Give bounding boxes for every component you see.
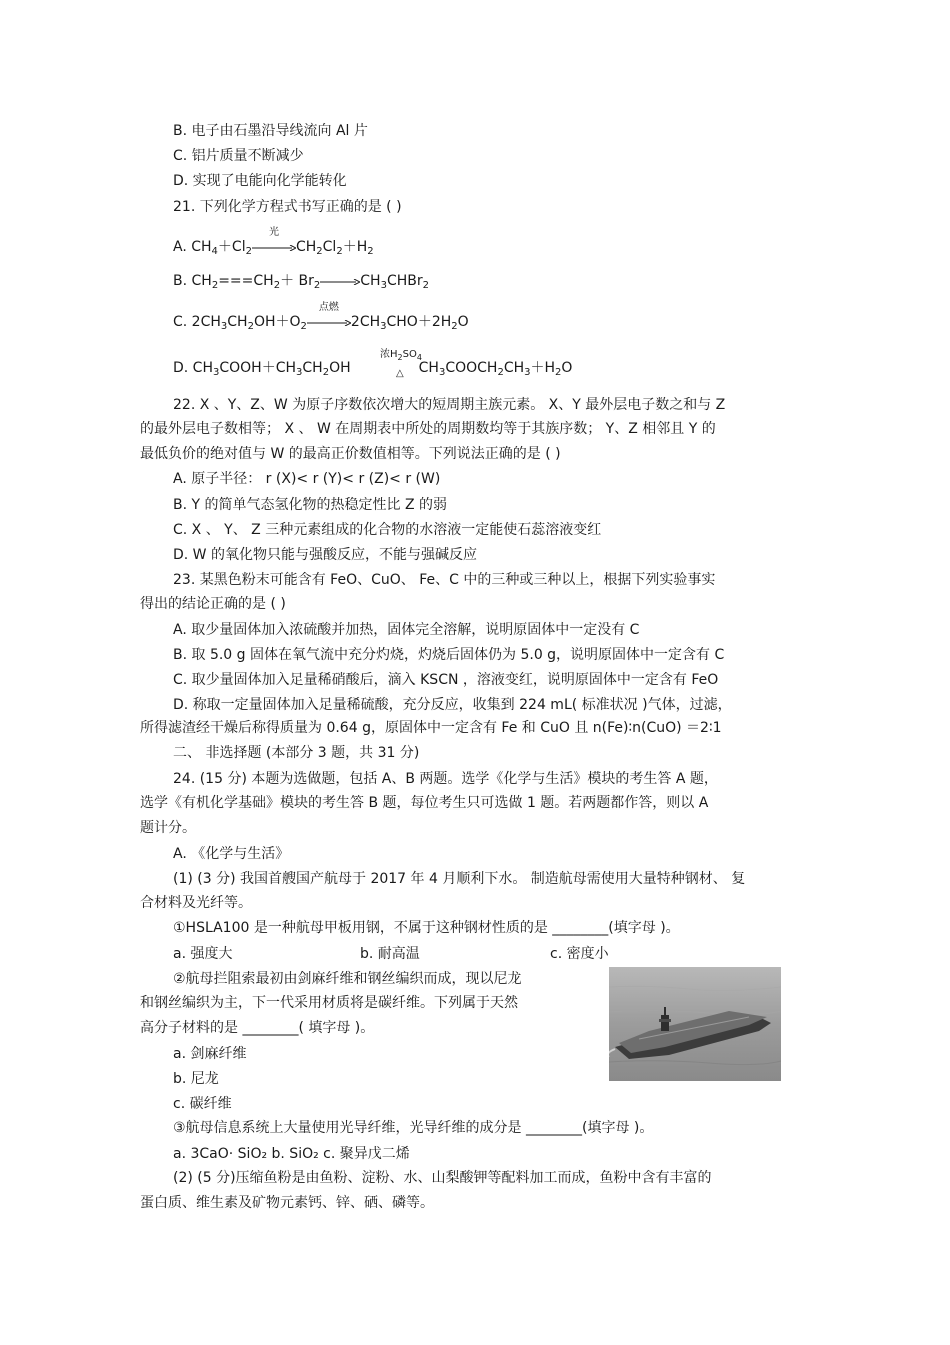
q21-option-c: C. $2CH_3CH_2OH+O_2$ 点燃 $2CH_3CHO+2H_2O$ xyxy=(173,302,469,332)
q20-option-d: D. 实现了电能向化学能转化 xyxy=(173,173,347,189)
q21-stem: 21. 下列化学方程式书写正确的是 ( ) xyxy=(173,199,402,215)
q21-d-label: D. CH xyxy=(173,360,213,376)
q24-s1-option-c: c. 密度小 xyxy=(550,946,609,962)
q22-option-b: B. Y 的简单气态氢化物的热稳定性比 Z 的弱 xyxy=(173,497,447,513)
q23-option-b: B. 取 5.0 g 固体在氧气流中充分灼烧，灼烧后固体仍为 5.0 g，说明原固体中一定含有 C xyxy=(173,647,725,663)
q21-d-condition-bottom: △ xyxy=(396,368,404,379)
q23-option-c: C. 取少量固体加入足量稀硝酸后，滴入 KSCN ，溶液变红，说明原固体中一定含有 FeO xyxy=(173,672,719,688)
q22-stem-line1: 22. X 、Y、Z、W 为原子序数依次增大的短周期主族元素。 X、Y 最外层电子数之和与 Z xyxy=(173,397,726,413)
q21-c-label: C. 2CH xyxy=(173,314,221,330)
q22-stem-line2: 的最外层电子数相等； X 、 W 在周期表中所处的周期数均等于其族序数； Y、Z 相邻且 Y 的 xyxy=(140,421,716,437)
aircraft-carrier-illustration xyxy=(609,967,781,1081)
q23-option-d-line1: D. 称取一定量固体加入足量稀硫酸，充分反应，收集到 224 mL( 标准状况 )气体，过滤， xyxy=(173,697,732,713)
q20-option-b: B. 电子由石墨沿导线流向 Al 片 xyxy=(173,123,368,139)
reaction-arrow-icon xyxy=(307,302,351,332)
q20-option-c: C. 铝片质量不断减少 xyxy=(173,148,304,164)
q24-stem-line2: 选学《有机化学基础》模块的考生答 B 题，每位考生只可选做 1 题。若两题都作答，则以 A xyxy=(140,795,709,811)
q23-option-a: A. 取少量固体加入浓硫酸并加热，固体完全溶解，说明原固体中一定没有 C xyxy=(173,622,640,638)
q24-stem-line3: 题计分。 xyxy=(140,820,196,836)
q24-stem-line1: 24. (15 分) 本题为选做题，包括 A、B 两题。选学《化学与生活》模块的考生答 A 题， xyxy=(173,771,718,787)
q24-part-a-title: A. 《化学与生活》 xyxy=(173,846,290,862)
reaction-arrow-icon xyxy=(320,271,360,291)
q24-p1-line1: (1) (3 分) 我国首艘国产航母于 2017 年 4 月顺利下水。 制造航母需使用大量特种钢材、 复 xyxy=(173,871,746,887)
q24-s2-line1: ②航母拦阻索最初由剑麻纤维和钢丝编织而成，现以尼龙 xyxy=(173,971,522,987)
q22-option-a: A. 原子半径： r (X)< r (Y)< r (Z)< r (W) xyxy=(173,471,441,487)
q24-p1-line2: 合材料及光纤等。 xyxy=(140,895,252,911)
q24-s1-option-a: a. 强度大 xyxy=(173,946,233,962)
q24-p2-line1: (2) (5 分)压缩鱼粉是由鱼粉、淀粉、水、山梨酸钾等配料加工而成，鱼粉中含有丰富的 xyxy=(173,1170,712,1186)
q21-c-condition: 点燃 xyxy=(318,302,339,313)
q24-s3-options: a. 3CaO· SiO₂ b. SiO₂ c. 聚异戊二烯 xyxy=(173,1146,410,1162)
q24-s2-line3: 高分子材料的是 ________( 填字母 )。 xyxy=(140,1020,375,1036)
q21-option-a: A. $CH_4+Cl_2$ 光 $CH_2Cl_2+H_2$ xyxy=(173,227,374,257)
q24-s2-option-c: c. 碳纤维 xyxy=(173,1096,232,1112)
reaction-arrow-icon xyxy=(252,227,296,257)
q22-option-d: D. W 的氧化物只能与强酸反应，不能与强碱反应 xyxy=(173,547,477,563)
q24-s1-option-b: b. 耐高温 xyxy=(360,946,420,962)
q24-s1: ①HSLA100 是一种航母甲板用钢，不属于这种钢材性质的是 ________(填字母 )。 xyxy=(173,920,680,936)
section-2-heading: 二、 非选择题 (本部分 3 题，共 31 分) xyxy=(173,745,420,761)
q21-d-condition-top: 浓$H_2SO_4$ xyxy=(380,349,422,362)
q24-s2-option-b: b. 尼龙 xyxy=(173,1071,219,1087)
q24-s2-line2: 和钢丝编织为主，下一代采用材质将是碳纤维。下列属于天然 xyxy=(140,995,518,1011)
q21-a-label: A. CH xyxy=(173,239,212,255)
q23-option-d-line2: 所得滤渣经干燥后称得质量为 0.64 g，原固体中一定含有 Fe 和 CuO 且 n(Fe)∶n(CuO) ＝2∶1 xyxy=(140,720,722,736)
q23-stem-line1: 23. 某黑色粉末可能含有 FeO、CuO、 Fe、C 中的三种或三种以上，根据下列实验事实 xyxy=(173,572,716,588)
q22-stem-line3: 最低负价的绝对值与 W 的最高正价数值相等。下列说法正确的是 ( ) xyxy=(140,446,561,462)
q21-a-condition: 光 xyxy=(268,227,279,238)
q21-option-b: B. $CH_2===CH_2+ Br_2$ $CH_3CHBr_2$ xyxy=(173,273,429,291)
q22-option-c: C. X 、 Y、 Z 三种元素组成的化合物的水溶液一定能使石蕊溶液变红 xyxy=(173,522,602,538)
q24-p2-line2: 蛋白质、维生素及矿物元素钙、锌、硒、磷等。 xyxy=(140,1195,434,1211)
q24-s2-option-a: a. 剑麻纤维 xyxy=(173,1046,247,1062)
q23-stem-line2: 得出的结论正确的是 ( ) xyxy=(140,596,286,612)
aircraft-carrier-photo xyxy=(609,967,781,1081)
q24-s3: ③航母信息系统上大量使用光导纤维，光导纤维的成分是 ________(填字母 )。 xyxy=(173,1120,654,1136)
q21-option-d: D. $CH_3COOH+CH_3CH_2OH$ $CH_3COOCH_2CH_3+H_2O$ xyxy=(173,360,573,378)
q21-b-label: B. CH xyxy=(173,273,212,289)
